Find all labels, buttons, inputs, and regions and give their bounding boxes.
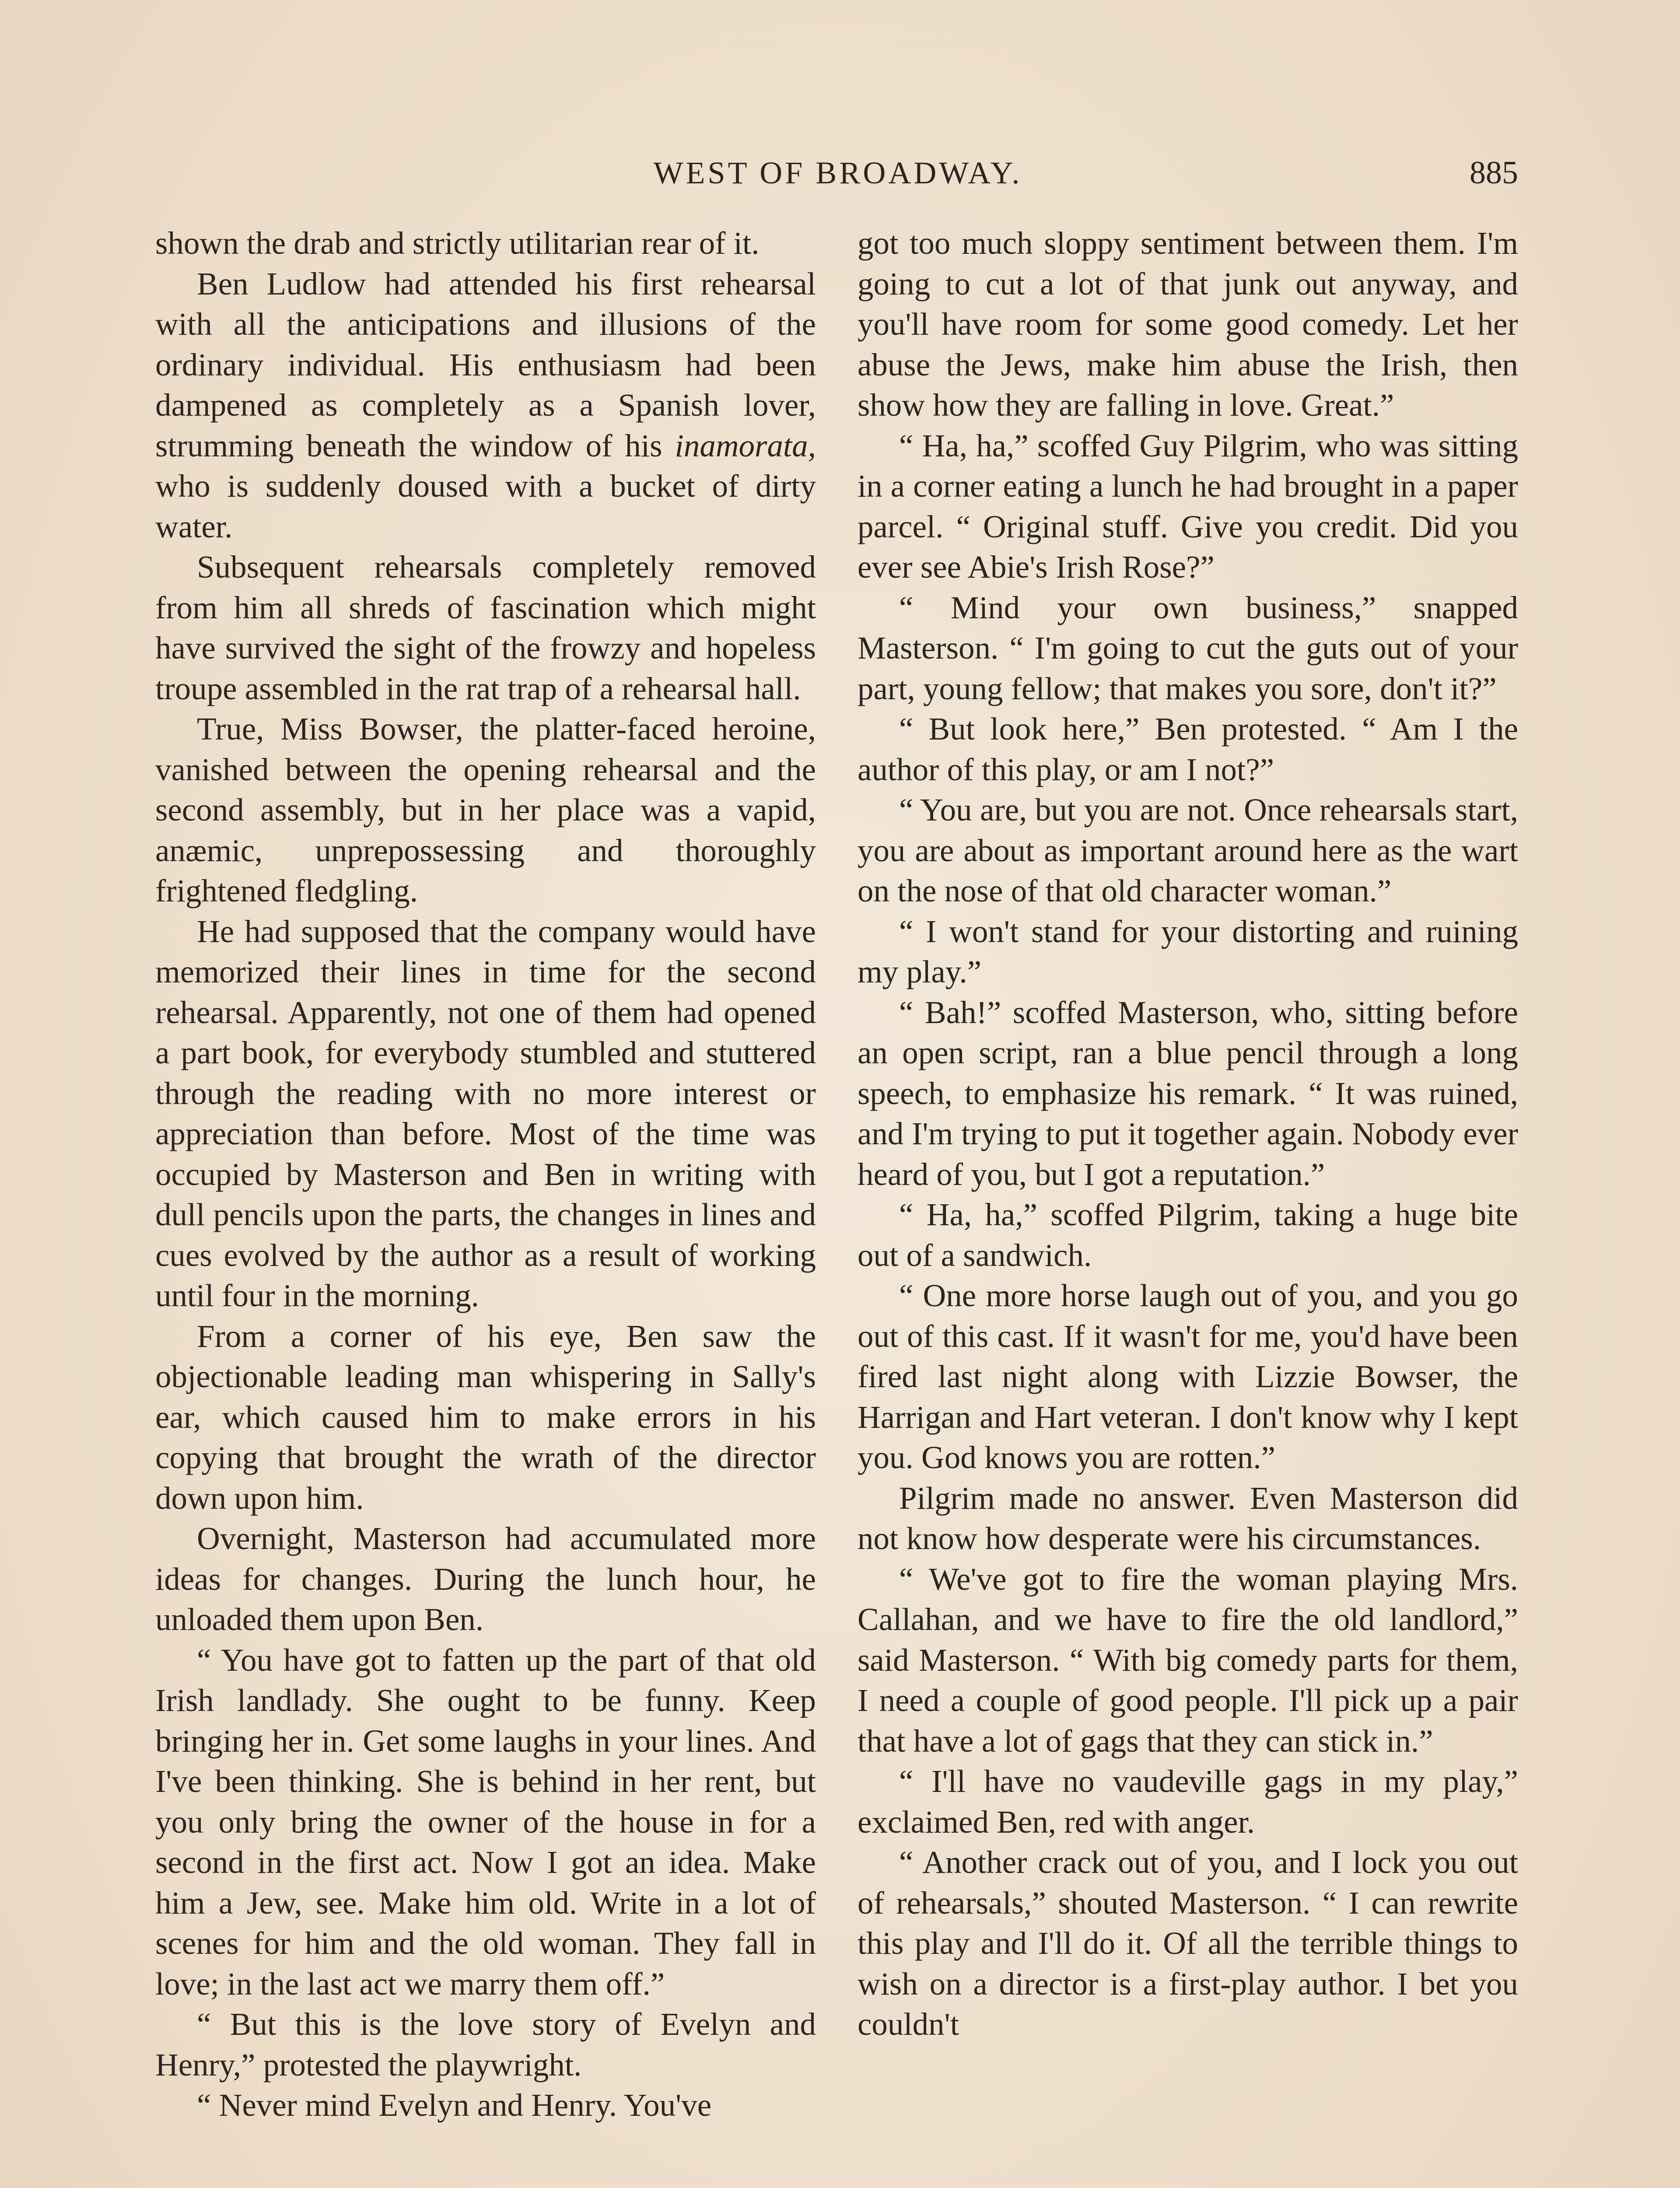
paragraph: “ Ha, ha,” scoffed Guy Pilgrim, who was sitting in a corner eating a lunch he had brought in a paper parcel. “ Original stuff. Give you credit. Did you ever see Abie's Irish Rose?” (858, 428, 1518, 585)
paragraph: “ You have got to fatten up the part of that old Irish landlady. She ought to be funny. Keep bringing her in. Get some laughs in your lines. And I've been thinking. She is behind in her rent, but you only bring the owner of the house in for a second in the first act. Now I got an idea. Make him a Jew, see. Make him old. Write in a lot of scenes for him and the old woman. They fall in love; in the last act we marry them off.” (155, 1642, 816, 2002)
paragraph: Subsequent rehearsals completely removed from him all shreds of fascination which might have survived the sight of the frowzy and hopeless troupe assembled in the rat trap of a rehearsal hall. (155, 549, 816, 706)
paragraph: From a corner of his eye, Ben saw the objectionable leading man whispering in Sally's ear, which caused him to make errors in his copying that brought the wrath of the director down upon him. (155, 1318, 816, 1516)
italic-word: inamorata, (675, 428, 816, 463)
paragraph: Pilgrim made no answer. Even Masterson did not know how desperate were his circumstances. (858, 1480, 1518, 1556)
paragraph: “ Bah!” scoffed Masterson, who, sitting before an open script, ran a blue pencil through a long speech, to emphasize his remark. “ It was ruined, and I'm trying to put it together again. Nobody ever heard of you, but I got a reputation.” (858, 994, 1518, 1192)
paragraph: shown the drab and strictly utilitarian rear of it. (155, 225, 760, 261)
paragraph: Overnight, Masterson had accumulated more ideas for changes. During the lunch hour, he unloaded them upon Ben. (155, 1521, 816, 1637)
paragraph: “ Another crack out of you, and I lock you out of rehearsals,” shouted Masterson. “ I can rewrite this play and I'll do it. Of all the terrible things to wish on a director is a first-play author. I bet you couldn't (858, 1844, 1518, 2042)
paragraph: Ben Ludlow had attended his first rehearsal with all the anticipations and illusions of the ordinary individual. His enthusiasm had been dampened as completely as a Spanish lover, strumming beneath the window of his inamorata, who is suddenly doused with a bucket of dirty water. (155, 266, 816, 544)
page-number: 885 (1470, 155, 1518, 191)
paragraph: “ Mind your own business,” snapped Masterson. “ I'm going to cut the guts out of your part, young fellow; that makes you sore, don't it?” (858, 589, 1518, 706)
paragraph: “ I won't stand for your distorting and ruining my play.” (858, 913, 1518, 989)
running-header (158, 144, 1518, 201)
paragraph: “ You are, but you are not. Once rehearsals start, you are about as important around here as the wart on the nose of that old character woman.” (858, 792, 1518, 908)
right-column (858, 223, 1518, 2045)
left-column (155, 223, 816, 2126)
paragraph: True, Miss Bowser, the platter-faced heroine, vanished between the opening rehearsal and the second assembly, but in her place was a vapid, anæmic, unprepossessing and thoroughly frightened fledgling. (155, 711, 816, 908)
paragraph: got too much sloppy sentiment between them. I'm going to cut a lot of that junk out anyway, and you'll have room for some good comedy. Let her abuse the Jews, make him abuse the Irish, then show how they are falling in love. Great.” (858, 225, 1518, 423)
paragraph: “ Never mind Evelyn and Henry. You've (197, 2087, 712, 2123)
paragraph: “ But look here,” Ben protested. “ Am I the author of this play, or am I not?” (858, 711, 1518, 787)
paragraph: “ Ha, ha,” scoffed Pilgrim, taking a huge bite out of a sandwich. (858, 1197, 1518, 1273)
running-title: WEST OF BROADWAY. (653, 155, 1022, 190)
paragraph: “ One more horse laugh out of you, and you go out of this cast. If it wasn't for me, you'd have been fired last night along with Lizzie Bowser, the Harrigan and Hart veteran. I don't know why I kept you. God knows you are rotten.” (858, 1278, 1518, 1475)
paragraph: “ We've got to fire the woman playing Mrs. Callahan, and we have to fire the old landlord,” said Masterson. “ With big comedy parts for them, I need a couple of good people. I'll pick up a pair that have a lot of gags that they can stick in.” (858, 1561, 1518, 1759)
paragraph: “ But this is the love story of Evelyn and Henry,” protested the playwright. (155, 2006, 816, 2083)
paragraph: He had supposed that the company would have memorized their lines in time for the second rehearsal. Apparently, not one of them had opened a part book, for everybody stumbled and stuttered through the reading with no more interest or appreciation than before. Most of the time was occupied by Masterson and Ben in writing with dull pencils upon the parts, the changes in lines and cues evolved by the author as a result of working until four in the morning. (155, 913, 816, 1313)
paragraph: “ I'll have no vaudeville gags in my play,” exclaimed Ben, red with anger. (858, 1764, 1518, 1840)
